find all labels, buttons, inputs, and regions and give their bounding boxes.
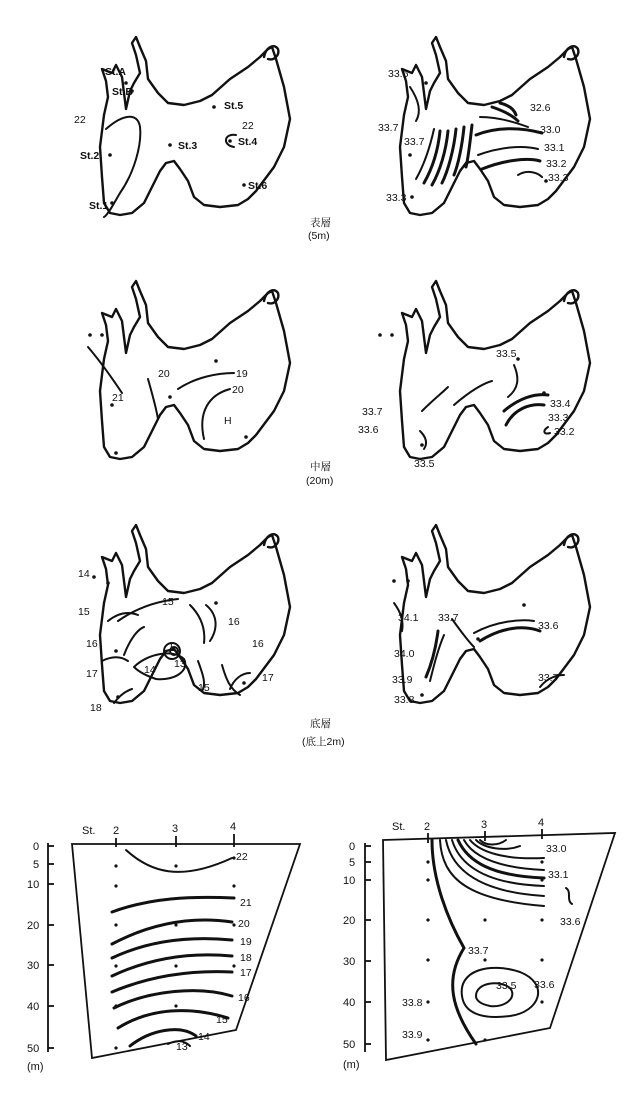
contour-line: [410, 87, 419, 121]
contour-line: [566, 888, 572, 904]
station-label: St.4: [238, 136, 258, 148]
contour-label: 14: [144, 664, 156, 676]
contour-label: 33.0: [546, 843, 567, 855]
section-temperature: [27, 821, 300, 1073]
contour-label: 13: [174, 658, 186, 670]
contour-label: 50: [343, 1039, 356, 1051]
contour-label: 33.7: [468, 945, 489, 957]
contour-label: 21: [240, 897, 252, 909]
contour-label: 20: [238, 918, 250, 930]
station-label: St.2: [80, 150, 100, 162]
contour-line: [518, 172, 542, 177]
map-bottom-temperature: [78, 525, 290, 714]
station-label: St.A: [105, 66, 126, 78]
contour-label: 33.2: [554, 426, 575, 438]
contour-label: 33.6: [538, 620, 559, 632]
contour-label: 22: [236, 851, 248, 863]
contour-label: 40: [343, 997, 356, 1009]
contour-line: [124, 627, 144, 655]
contour-line: [462, 968, 538, 1017]
layer-name: 表層: [310, 217, 331, 229]
section-outline: [72, 844, 300, 1058]
contour-label: 13: [176, 1041, 188, 1053]
contour-label: 18: [90, 702, 102, 714]
contour-label: 33.8: [394, 694, 415, 706]
contour-label: St.: [392, 821, 406, 833]
contour-line: [222, 665, 240, 695]
station-label: St.6: [248, 180, 268, 192]
contour-label: 33.6: [388, 68, 409, 80]
station-label: St.B: [112, 86, 133, 98]
isotherm-label: 22: [74, 114, 86, 126]
contour-line: [480, 840, 506, 845]
contour-line: [504, 395, 548, 411]
station-label: St.3: [178, 140, 198, 152]
contour-label: 34.0: [394, 648, 415, 660]
contour-label: 0: [349, 841, 356, 853]
contour-line: [482, 159, 540, 169]
layer-depth: (底上2m): [302, 736, 345, 748]
contour-label: 3: [172, 823, 179, 835]
station-label: St.1: [89, 200, 109, 212]
map-middle-salinity: [358, 281, 590, 470]
contour-line: [202, 389, 230, 439]
contour-label: 16: [238, 992, 250, 1004]
contour-label: 33.6: [534, 979, 555, 991]
contour-label: 33.5: [414, 458, 435, 470]
contour-label: 33.3: [386, 192, 407, 204]
map-bottom-salinity: [392, 525, 590, 706]
contour-label: 14: [78, 568, 90, 580]
contour-line: [544, 427, 550, 434]
contour-line: [508, 365, 517, 397]
contour-label: 30: [27, 960, 40, 972]
contour-label: 2: [113, 825, 120, 837]
contour-label: 10: [27, 879, 40, 891]
contour-label: 33.2: [546, 158, 567, 170]
contour-line: [114, 991, 232, 1008]
contour-label: 17: [262, 672, 274, 684]
contour-label: 16: [86, 638, 98, 650]
contour-label: 33.5: [496, 980, 517, 992]
contour-line: [480, 628, 540, 641]
contour-label: 33.8: [402, 997, 423, 1009]
station-label: St.5: [224, 100, 244, 112]
contour-label: 33.9: [392, 674, 413, 686]
contour-line: [432, 840, 476, 1044]
contour-line: [148, 379, 158, 419]
map-surface-temperature: [74, 37, 290, 217]
contour-label: H: [224, 415, 232, 427]
contour-line: [190, 605, 204, 643]
contour-label: 33.7: [378, 122, 399, 134]
contour-line: [102, 657, 128, 661]
contour-label: 33.3: [548, 412, 569, 424]
contour-label: 32.6: [530, 102, 551, 114]
contour-line: [506, 405, 544, 425]
contour-label: 19: [236, 368, 248, 380]
contour-label: 16: [228, 616, 240, 628]
section-salinity: [343, 817, 615, 1071]
contour-label: L: [170, 642, 176, 654]
contour-label: 33.3: [548, 172, 569, 184]
contour-label: 33.4: [550, 398, 571, 410]
map-middle-temperature: [88, 281, 290, 459]
contour-label: 34.1: [398, 612, 419, 624]
contour-label: 30: [343, 956, 356, 968]
contour-label: 33.9: [402, 1029, 423, 1041]
contour-label: 15: [198, 682, 210, 694]
contour-label: 20: [27, 920, 40, 932]
contour-line: [206, 605, 216, 641]
contour-line: [126, 850, 232, 872]
contour-line: [478, 147, 538, 155]
contour-label: 15: [216, 1014, 228, 1026]
contour-label: 20: [158, 368, 170, 380]
contour-label: 20: [343, 915, 356, 927]
contour-label: 14: [198, 1031, 210, 1043]
map-surface-salinity: [378, 37, 590, 215]
contour-label: 17: [86, 668, 98, 680]
contour-line: [454, 381, 492, 405]
contour-label: 33.1: [548, 869, 569, 881]
contour-label: 10: [343, 875, 356, 887]
contour-label: 33.7: [538, 672, 559, 684]
contour-label: 21: [112, 392, 124, 404]
contour-label: 20: [232, 384, 244, 396]
contour-label: 3: [481, 819, 488, 831]
station-markers: [92, 575, 246, 699]
isotherm-label: 22: [242, 120, 254, 132]
layer-depth: (5m): [308, 230, 330, 242]
contour-label: (m): [343, 1059, 360, 1071]
contour-label: 40: [27, 1001, 40, 1013]
isotherm: [104, 117, 140, 217]
contour-label: 17: [240, 967, 252, 979]
layer-name: 中層: [310, 461, 331, 473]
layer-depth: (20m): [306, 475, 334, 487]
contour-label: 5: [33, 859, 40, 871]
contour-label: (m): [27, 1061, 44, 1073]
contour-label: 5: [349, 857, 356, 869]
contour-label: 19: [240, 936, 252, 948]
contour-label: 15: [162, 596, 174, 608]
contour-label: 50: [27, 1043, 40, 1055]
layer-name: 底層: [310, 718, 331, 730]
contour-label: 18: [240, 952, 252, 964]
contour-line: [178, 373, 234, 389]
contour-label: 33.7: [362, 406, 383, 418]
depth-ticks: [48, 846, 54, 1048]
contour-label: 33.7: [438, 612, 459, 624]
contour-label: 33.6: [358, 424, 379, 436]
contour-line: [118, 1011, 228, 1028]
contour-label: St.: [82, 825, 96, 837]
contour-label: 33.5: [496, 348, 517, 360]
contour-label: 33.7: [404, 136, 425, 148]
contour-line: [480, 117, 528, 127]
contour-line: [112, 972, 232, 992]
contour-line: [112, 897, 234, 912]
contour-label: 33.6: [560, 916, 581, 928]
contour-line: [422, 387, 448, 411]
contour-label: 4: [538, 817, 545, 829]
contour-label: 33.0: [540, 124, 561, 136]
contour-label: 2: [424, 821, 431, 833]
section-outline: [383, 833, 615, 1060]
contour-label: 0: [33, 841, 40, 853]
contour-label: 16: [252, 638, 264, 650]
contour-label: 33.1: [544, 142, 565, 154]
contour-label: 4: [230, 821, 237, 833]
contour-label: 15: [78, 606, 90, 618]
contour-line: [476, 129, 542, 135]
